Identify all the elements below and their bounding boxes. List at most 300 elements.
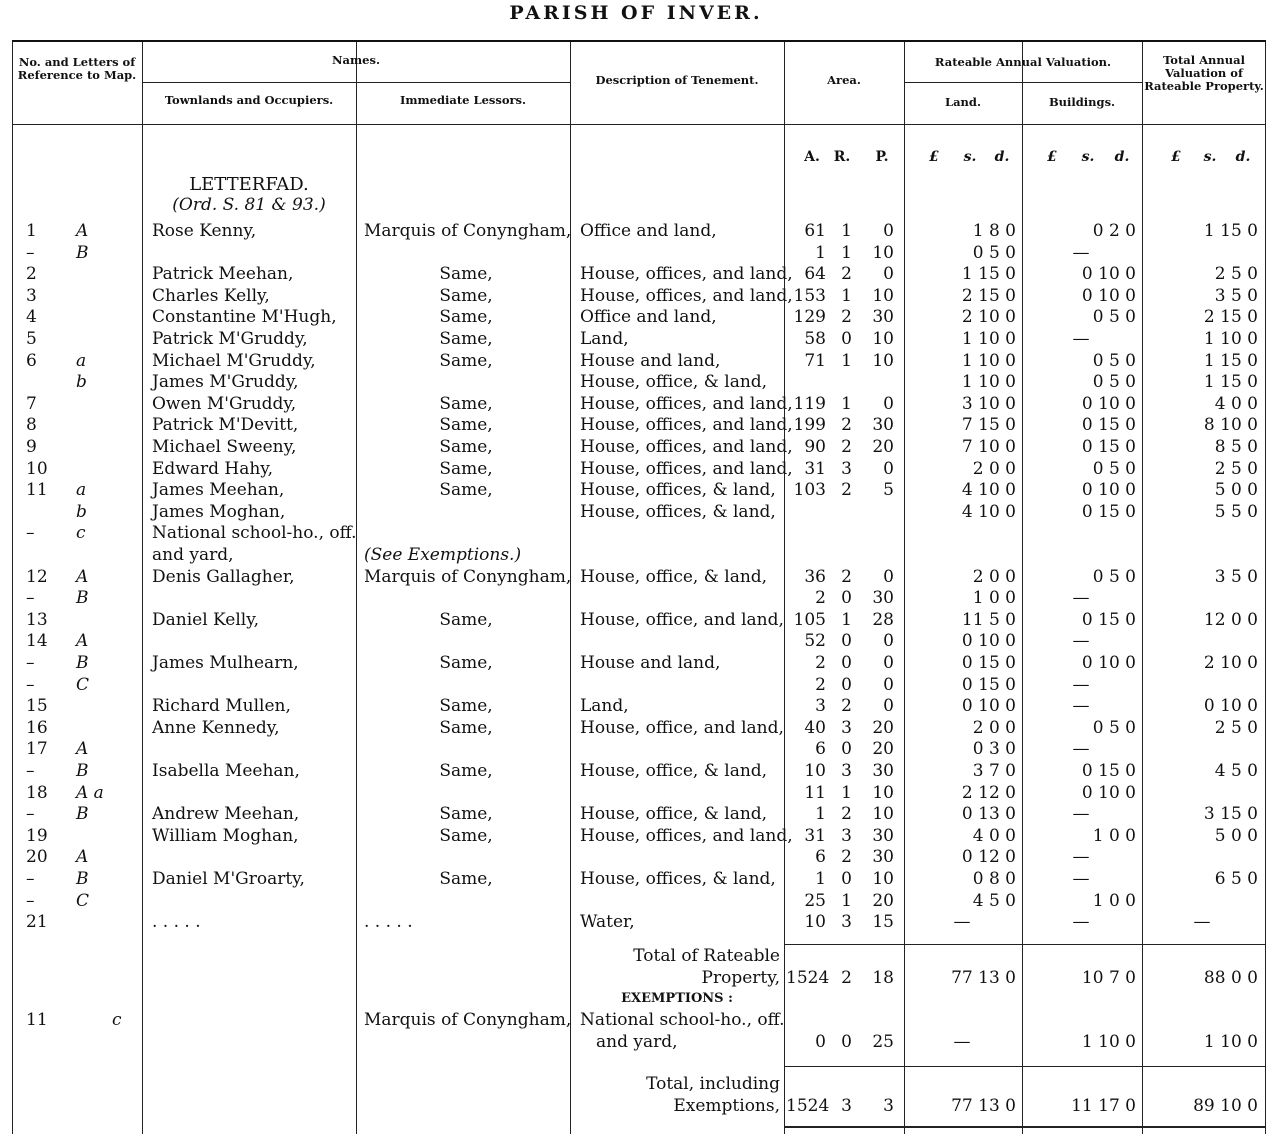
row-perches: 10 bbox=[872, 782, 894, 803]
exempt-buildings: 1 10 0 bbox=[1081, 1032, 1136, 1052]
row-ref-letter: A bbox=[76, 221, 89, 241]
table-row bbox=[12, 501, 1266, 523]
row-description: House and land, bbox=[580, 653, 721, 673]
row-perches: 20 bbox=[872, 717, 894, 738]
row-ref-letter: B bbox=[76, 761, 89, 781]
townland-ord-row bbox=[12, 194, 1266, 216]
row-ref-number: – bbox=[26, 674, 35, 695]
row-roods: 1 bbox=[841, 221, 852, 241]
unit-roods: R. bbox=[833, 149, 851, 165]
row-total-value: 2 15 0 bbox=[1203, 307, 1258, 328]
row-ref-letter: B bbox=[76, 804, 89, 825]
row-buildings-value: 1 0 0 bbox=[1092, 825, 1136, 846]
row-ref-number: 17 bbox=[26, 739, 48, 760]
row-land-value: 0 3 0 bbox=[972, 739, 1016, 760]
row-roods: 0 bbox=[841, 739, 852, 760]
total-incl-land: 77 13 0 bbox=[951, 1096, 1016, 1116]
row-ref-letter: C bbox=[76, 674, 90, 695]
row-land-value: 0 10 0 bbox=[961, 631, 1016, 652]
row-lessor: Same, bbox=[439, 329, 493, 349]
total-incl-label-row bbox=[12, 1074, 1266, 1096]
row-lessor: Same, bbox=[439, 393, 493, 414]
unit-tot-pence: d. bbox=[1235, 149, 1251, 165]
row-acres: 71 bbox=[804, 350, 826, 371]
unit-tot-pounds: £ bbox=[1171, 149, 1181, 165]
table-row bbox=[12, 890, 1266, 912]
table-row bbox=[12, 522, 1266, 544]
row-ref-number: 7 bbox=[26, 393, 37, 414]
row-buildings-value: — bbox=[1072, 631, 1090, 652]
total-incl-roods: 3 bbox=[841, 1096, 852, 1116]
table-row bbox=[12, 285, 1266, 307]
row-acres: 52 bbox=[804, 631, 826, 652]
row-ref-letter: A bbox=[76, 631, 89, 652]
row-land-value: — bbox=[953, 912, 971, 933]
row-lessor: Same, bbox=[439, 717, 493, 738]
townland-name: LETTERFAD. bbox=[189, 174, 309, 195]
header-total: Total Annual Valuation of Rateable Property. bbox=[1144, 53, 1264, 93]
row-roods: 0 bbox=[841, 329, 852, 349]
unit-bld-pence: d. bbox=[1114, 149, 1130, 165]
table-row bbox=[12, 695, 1266, 717]
row-roods: 2 bbox=[841, 437, 852, 457]
row-ref-number: 2 bbox=[26, 264, 37, 285]
row-land-value: 0 10 0 bbox=[961, 696, 1016, 717]
row-perches: 0 bbox=[883, 458, 894, 479]
row-roods: 3 bbox=[841, 912, 852, 933]
row-ref-number: 14 bbox=[26, 631, 48, 652]
row-ref-number: 20 bbox=[26, 847, 48, 868]
row-land-value: 2 0 0 bbox=[972, 458, 1016, 479]
row-ref-number: 6 bbox=[26, 350, 37, 371]
row-acres: 199 bbox=[793, 415, 826, 436]
table-row bbox=[12, 868, 1266, 890]
row-buildings-value: 0 2 0 bbox=[1092, 221, 1136, 241]
row-roods: 1 bbox=[841, 285, 852, 306]
row-roods: 2 bbox=[841, 480, 852, 501]
row-land-value: 2 15 0 bbox=[961, 285, 1016, 306]
row-lessor: Same, bbox=[439, 307, 493, 328]
row-perches: 30 bbox=[872, 588, 894, 609]
row-lessor: Same, bbox=[439, 350, 493, 371]
row-acres: 31 bbox=[804, 458, 826, 479]
row-total-value: 2 5 0 bbox=[1214, 458, 1258, 479]
row-acres: 25 bbox=[804, 890, 826, 911]
row-buildings-value: — bbox=[1072, 847, 1090, 868]
row-roods: 3 bbox=[841, 761, 852, 781]
row-roods: 0 bbox=[841, 631, 852, 652]
row-occupier: James Mulhearn, bbox=[152, 653, 299, 673]
row-ref-letter: B bbox=[76, 653, 89, 673]
table-row bbox=[12, 566, 1266, 588]
row-buildings-value: — bbox=[1072, 912, 1090, 933]
row-roods: 2 bbox=[841, 566, 852, 587]
row-land-value: 1 0 0 bbox=[972, 588, 1016, 609]
row-land-value: 2 12 0 bbox=[961, 782, 1016, 803]
row-roods: 0 bbox=[841, 869, 852, 889]
row-description: House, office, & land, bbox=[580, 804, 768, 825]
row-land-value: 2 10 0 bbox=[961, 307, 1016, 328]
table-row bbox=[12, 263, 1266, 285]
row-total-value: 4 5 0 bbox=[1214, 761, 1258, 781]
row-ref-number: 16 bbox=[26, 717, 48, 738]
row-perches: 10 bbox=[872, 242, 894, 263]
row-total-value: 12 0 0 bbox=[1203, 609, 1258, 630]
row-ref-letter: A a bbox=[76, 782, 104, 803]
table-row bbox=[12, 544, 1266, 566]
row-lessor: Same, bbox=[439, 696, 493, 717]
row-total-value: 1 10 0 bbox=[1203, 329, 1258, 349]
unit-tot-shillings: s. bbox=[1203, 149, 1217, 165]
row-acres: 2 bbox=[815, 588, 826, 609]
header-rateable: Rateable Annual Valuation. bbox=[934, 55, 1112, 69]
row-acres: 1 bbox=[815, 242, 826, 263]
row-lessor: Same, bbox=[439, 458, 493, 479]
row-total-value: 1 15 0 bbox=[1203, 350, 1258, 371]
total-incl-label-2: Exemptions, bbox=[673, 1096, 780, 1116]
row-perches: 0 bbox=[883, 221, 894, 241]
row-lessor: Marquis of Conyngham, bbox=[364, 221, 572, 241]
table-row bbox=[12, 436, 1266, 458]
row-roods: 1 bbox=[841, 393, 852, 414]
row-buildings-value: 0 15 0 bbox=[1081, 437, 1136, 457]
row-occupier: Rose Kenny, bbox=[152, 221, 257, 241]
row-land-value: 4 10 0 bbox=[961, 501, 1016, 522]
row-ref-number: – bbox=[26, 242, 35, 263]
row-perches: 0 bbox=[883, 393, 894, 414]
row-buildings-value: 0 5 0 bbox=[1092, 350, 1136, 371]
table-row bbox=[12, 371, 1266, 393]
row-ref-number: 1 bbox=[26, 221, 37, 241]
row-ref-number: 3 bbox=[26, 285, 37, 306]
row-acres: 103 bbox=[793, 480, 826, 501]
row-buildings-value: — bbox=[1072, 804, 1090, 825]
row-buildings-value: 0 15 0 bbox=[1081, 415, 1136, 436]
row-buildings-value: 0 15 0 bbox=[1081, 609, 1136, 630]
row-land-value: 3 10 0 bbox=[961, 393, 1016, 414]
row-lessor: Same, bbox=[439, 804, 493, 825]
row-land-value: 0 8 0 bbox=[972, 869, 1016, 889]
table-row bbox=[12, 393, 1266, 415]
row-roods: 1 bbox=[841, 782, 852, 803]
row-roods: 0 bbox=[841, 653, 852, 673]
row-ref-letter: b bbox=[76, 501, 87, 522]
row-acres: 2 bbox=[815, 674, 826, 695]
row-description: Office and land, bbox=[580, 307, 717, 328]
exemptions-label: EXEMPTIONS : bbox=[621, 991, 733, 1006]
row-land-value: 0 15 0 bbox=[961, 653, 1016, 673]
row-total-value: 4 0 0 bbox=[1214, 393, 1258, 414]
table-row bbox=[12, 350, 1266, 372]
row-ref-number: – bbox=[26, 869, 35, 889]
row-roods: 2 bbox=[841, 696, 852, 717]
exempt-roods: 0 bbox=[841, 1032, 852, 1052]
exempt-perches: 25 bbox=[872, 1032, 894, 1052]
row-ref-letter: c bbox=[76, 523, 86, 544]
row-ref-number: – bbox=[26, 890, 35, 911]
row-buildings-value: 0 10 0 bbox=[1081, 393, 1136, 414]
header-area: Area. bbox=[827, 73, 861, 87]
row-ref-number: 8 bbox=[26, 415, 37, 436]
row-occupier: and yard, bbox=[152, 545, 234, 565]
row-land-value: 1 10 0 bbox=[961, 372, 1016, 393]
row-roods: 3 bbox=[841, 458, 852, 479]
header-ref: No. and Letters of Reference to Map. bbox=[17, 55, 137, 82]
row-buildings-value: — bbox=[1072, 674, 1090, 695]
row-occupier: Michael Sweeny, bbox=[152, 437, 297, 457]
row-buildings-value: 0 10 0 bbox=[1081, 480, 1136, 501]
row-buildings-value: 0 5 0 bbox=[1092, 566, 1136, 587]
header-buildings: Buildings. bbox=[1048, 95, 1116, 109]
row-roods: 0 bbox=[841, 674, 852, 695]
table-row bbox=[12, 306, 1266, 328]
row-land-value: 4 5 0 bbox=[972, 890, 1016, 911]
row-occupier: Daniel Kelly, bbox=[152, 609, 259, 630]
row-buildings-value: — bbox=[1072, 588, 1090, 609]
row-acres: 153 bbox=[793, 285, 826, 306]
header-lessors: Immediate Lessors. bbox=[399, 93, 527, 107]
row-roods: 2 bbox=[841, 264, 852, 285]
row-description: House, office, & land, bbox=[580, 372, 768, 393]
row-ref-letter: A bbox=[76, 739, 89, 760]
row-acres: 64 bbox=[804, 264, 826, 285]
row-buildings-value: 0 5 0 bbox=[1092, 717, 1136, 738]
row-acres: 61 bbox=[804, 221, 826, 241]
row-land-value: 4 10 0 bbox=[961, 480, 1016, 501]
row-perches: 0 bbox=[883, 674, 894, 695]
row-total-value: 2 5 0 bbox=[1214, 717, 1258, 738]
row-description: House, offices, and land, bbox=[580, 264, 793, 285]
row-total-value: 0 10 0 bbox=[1203, 696, 1258, 717]
total-incl-label-1: Total, including bbox=[646, 1074, 780, 1094]
row-perches: 30 bbox=[872, 307, 894, 328]
row-roods: 2 bbox=[841, 804, 852, 825]
row-occupier: James Meehan, bbox=[152, 480, 285, 501]
row-description: Office and land, bbox=[580, 221, 717, 241]
row-lessor: Same, bbox=[439, 437, 493, 457]
table-row bbox=[12, 803, 1266, 825]
row-total-value: 5 0 0 bbox=[1214, 480, 1258, 501]
exempt-letter: c bbox=[112, 1010, 122, 1030]
row-occupier: Charles Kelly, bbox=[152, 285, 270, 306]
row-description: House, office, and land, bbox=[580, 609, 784, 630]
row-ref-number: – bbox=[26, 523, 35, 544]
row-lessor: Same, bbox=[439, 264, 493, 285]
row-description: Land, bbox=[580, 696, 629, 717]
row-buildings-value: — bbox=[1072, 869, 1090, 889]
row-buildings-value: 0 10 0 bbox=[1081, 782, 1136, 803]
unit-acres: A. bbox=[804, 149, 820, 165]
unit-bld-pounds: £ bbox=[1047, 149, 1057, 165]
table-row bbox=[12, 717, 1266, 739]
table-row bbox=[12, 782, 1266, 804]
row-occupier: National school-ho., off. bbox=[152, 523, 357, 544]
row-occupier: Edward Hahy, bbox=[152, 458, 274, 479]
table-row bbox=[12, 674, 1266, 696]
row-buildings-value: 0 10 0 bbox=[1081, 285, 1136, 306]
row-land-value: 1 10 0 bbox=[961, 350, 1016, 371]
total-incl-total: 89 10 0 bbox=[1193, 1096, 1258, 1116]
exempt-row bbox=[12, 1010, 1266, 1032]
row-land-value: 4 0 0 bbox=[972, 825, 1016, 846]
exempt-acres: 0 bbox=[815, 1032, 826, 1052]
table-row bbox=[12, 328, 1266, 350]
row-occupier: Constantine M'Hugh, bbox=[152, 307, 337, 328]
row-total-value: 3 5 0 bbox=[1214, 566, 1258, 587]
header-occupiers: Townlands and Occupiers. bbox=[164, 93, 334, 107]
exemptions-label-row bbox=[12, 988, 1266, 1010]
row-ref-number: – bbox=[26, 804, 35, 825]
row-acres: 10 bbox=[804, 761, 826, 781]
row-total-value: 3 5 0 bbox=[1214, 285, 1258, 306]
table-row bbox=[12, 846, 1266, 868]
townland-name-row bbox=[12, 174, 1266, 196]
row-perches: 30 bbox=[872, 847, 894, 868]
row-occupier: Patrick M'Devitt, bbox=[152, 415, 299, 436]
row-total-value: 6 5 0 bbox=[1214, 869, 1258, 889]
row-occupier: Isabella Meehan, bbox=[152, 761, 300, 781]
row-lessor: . . . . . bbox=[364, 912, 413, 933]
row-land-value: 0 15 0 bbox=[961, 674, 1016, 695]
row-acres: 6 bbox=[815, 847, 826, 868]
row-acres: 58 bbox=[804, 329, 826, 349]
row-lessor: Same, bbox=[439, 761, 493, 781]
exempt-ref: 11 bbox=[26, 1010, 48, 1030]
row-perches: 10 bbox=[872, 869, 894, 889]
row-total-value: 5 0 0 bbox=[1214, 825, 1258, 846]
row-perches: 0 bbox=[883, 566, 894, 587]
header-land: Land. bbox=[945, 95, 981, 109]
row-buildings-value: 0 5 0 bbox=[1092, 307, 1136, 328]
row-ref-letter: B bbox=[76, 242, 89, 263]
table-row bbox=[12, 414, 1266, 436]
row-occupier: James M'Gruddy, bbox=[152, 372, 299, 393]
row-buildings-value: 1 0 0 bbox=[1092, 890, 1136, 911]
row-occupier: Richard Mullen, bbox=[152, 696, 291, 717]
exempt-desc-1: National school-ho., off. bbox=[580, 1010, 785, 1030]
valuation-ledger bbox=[12, 40, 1266, 1134]
table-row bbox=[12, 911, 1266, 933]
row-total-value: 1 15 0 bbox=[1203, 372, 1258, 393]
row-acres: 1 bbox=[815, 869, 826, 889]
row-perches: 0 bbox=[883, 631, 894, 652]
row-ref-letter: a bbox=[76, 350, 87, 371]
row-ref-number: 12 bbox=[26, 566, 48, 587]
row-total-value: 1 15 0 bbox=[1203, 221, 1258, 241]
unit-land-pounds: £ bbox=[929, 149, 939, 165]
total-rateable-total: 88 0 0 bbox=[1203, 968, 1258, 988]
row-lessor: Same, bbox=[439, 285, 493, 306]
total-rateable-acres: 1524 bbox=[786, 968, 830, 988]
row-description: House, offices, & land, bbox=[580, 869, 776, 889]
table-row bbox=[12, 760, 1266, 782]
total-rateable-perches: 18 bbox=[872, 968, 894, 988]
unit-bld-shillings: s. bbox=[1081, 149, 1095, 165]
row-lessor: Same, bbox=[439, 653, 493, 673]
row-total-value: — bbox=[1193, 912, 1211, 933]
row-buildings-value: — bbox=[1072, 696, 1090, 717]
row-occupier: Andrew Meehan, bbox=[152, 804, 300, 825]
row-roods: 1 bbox=[841, 350, 852, 371]
row-ref-letter: B bbox=[76, 588, 89, 609]
row-ref-number: 18 bbox=[26, 782, 48, 803]
total-rateable-label-2: Property, bbox=[701, 968, 780, 988]
row-land-value: 3 7 0 bbox=[972, 761, 1016, 781]
row-buildings-value: 0 15 0 bbox=[1081, 761, 1136, 781]
row-land-value: 1 10 0 bbox=[961, 329, 1016, 349]
row-land-value: 0 13 0 bbox=[961, 804, 1016, 825]
row-roods: 2 bbox=[841, 847, 852, 868]
total-rateable-land: 77 13 0 bbox=[951, 968, 1016, 988]
row-ref-number: 11 bbox=[26, 480, 48, 501]
total-rateable-row bbox=[12, 968, 1266, 990]
row-occupier: Anne Kennedy, bbox=[152, 717, 280, 738]
row-acres: 90 bbox=[804, 437, 826, 457]
row-acres: 40 bbox=[804, 717, 826, 738]
row-description: House, office, and land, bbox=[580, 717, 784, 738]
row-occupier: Michael M'Gruddy, bbox=[152, 350, 316, 371]
row-perches: 0 bbox=[883, 653, 894, 673]
row-acres: 6 bbox=[815, 739, 826, 760]
row-buildings-value: 0 5 0 bbox=[1092, 372, 1136, 393]
row-buildings-value: — bbox=[1072, 739, 1090, 760]
row-description: House, offices, & land, bbox=[580, 480, 776, 501]
row-roods: 3 bbox=[841, 717, 852, 738]
exempt-land: — bbox=[953, 1032, 971, 1052]
row-ref-letter: B bbox=[76, 869, 89, 889]
row-buildings-value: 0 10 0 bbox=[1081, 653, 1136, 673]
table-row bbox=[12, 458, 1266, 480]
row-ref-number: 5 bbox=[26, 329, 37, 349]
header-description: Description of Tenement. bbox=[595, 73, 759, 87]
row-total-value: 2 10 0 bbox=[1203, 653, 1258, 673]
row-perches: 20 bbox=[872, 890, 894, 911]
row-lessor: Marquis of Conyngham, bbox=[364, 566, 572, 587]
row-ref-number: 13 bbox=[26, 609, 48, 630]
table-row bbox=[12, 825, 1266, 847]
row-perches: 10 bbox=[872, 329, 894, 349]
row-land-value: 1 8 0 bbox=[972, 221, 1016, 241]
row-lessor: Same, bbox=[439, 869, 493, 889]
row-perches: 30 bbox=[872, 415, 894, 436]
row-lessor: Same, bbox=[439, 480, 493, 501]
row-roods: 3 bbox=[841, 825, 852, 846]
row-ref-letter: C bbox=[76, 890, 90, 911]
row-total-value: 3 15 0 bbox=[1203, 804, 1258, 825]
row-buildings-value: — bbox=[1072, 329, 1090, 349]
row-occupier: Owen M'Gruddy, bbox=[152, 393, 297, 414]
row-occupier: Patrick M'Gruddy, bbox=[152, 329, 308, 349]
exempt-values-row bbox=[12, 1032, 1266, 1054]
row-land-value: 11 5 0 bbox=[961, 609, 1016, 630]
row-description: House, offices, and land, bbox=[580, 285, 793, 306]
row-occupier: Daniel M'Groarty, bbox=[152, 869, 305, 889]
row-occupier: Patrick Meehan, bbox=[152, 264, 294, 285]
row-occupier: James Moghan, bbox=[152, 501, 286, 522]
unit-perches: P. bbox=[875, 149, 889, 165]
row-land-value: 1 15 0 bbox=[961, 264, 1016, 285]
row-description: House, offices, and land, bbox=[580, 393, 793, 414]
row-perches: 10 bbox=[872, 804, 894, 825]
row-roods: 2 bbox=[841, 415, 852, 436]
row-ref-number: 15 bbox=[26, 696, 48, 717]
row-acres: 11 bbox=[804, 782, 826, 803]
row-description: House, offices, & land, bbox=[580, 501, 776, 522]
row-description: House, offices, and land, bbox=[580, 458, 793, 479]
row-land-value: 0 5 0 bbox=[972, 242, 1016, 263]
row-perches: 28 bbox=[872, 609, 894, 630]
row-ref-number: – bbox=[26, 761, 35, 781]
